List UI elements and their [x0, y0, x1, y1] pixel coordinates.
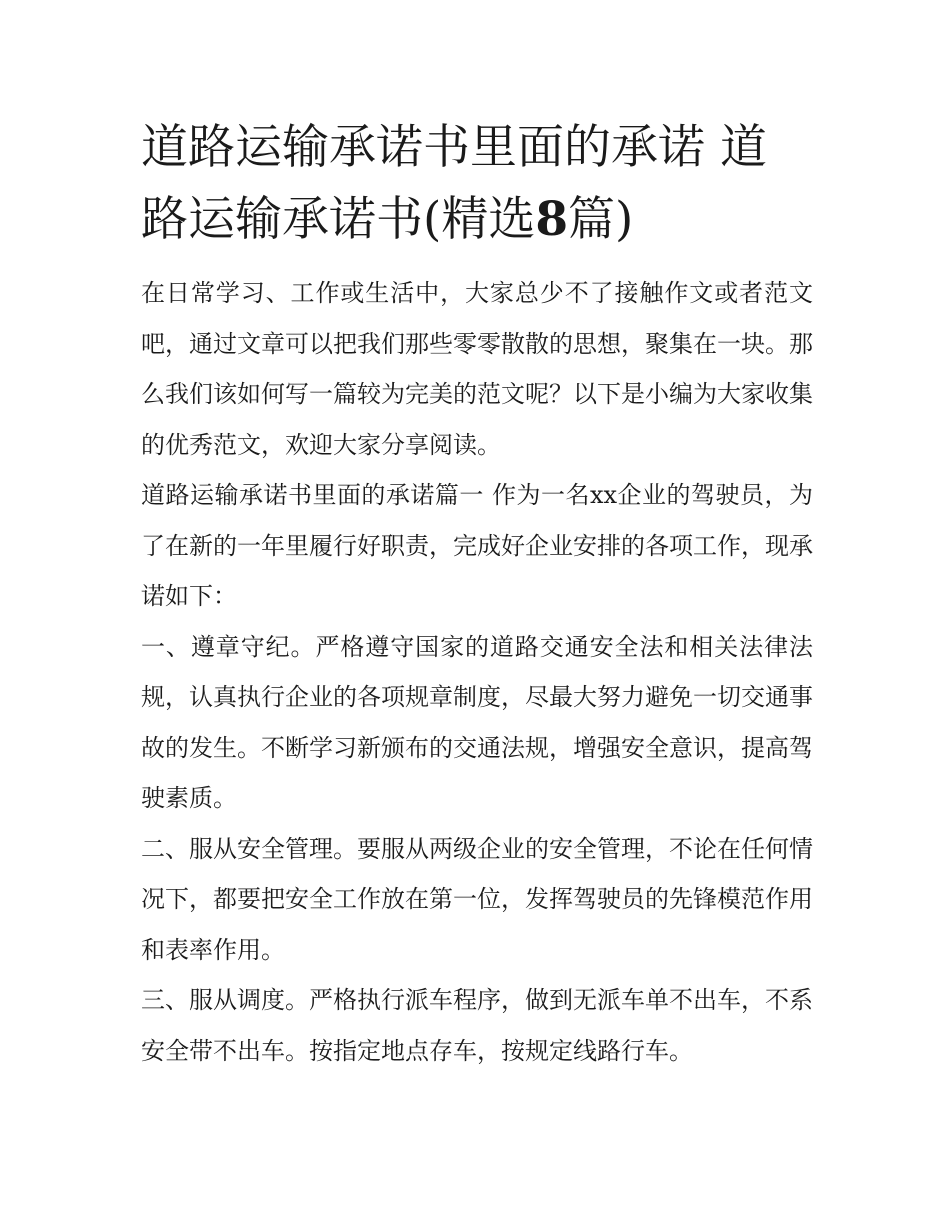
document-page: [141, 112, 813, 1076]
commitment-item-2: 二、服从安全管理。要服从两级企业的安全管理，不论在任何情况下，都要把安全工作放在第一位，发挥驾驶员的先锋模范作用和表率作用。: [141, 834, 813, 964]
title-suffix: 篇): [568, 192, 634, 247]
commitment-opening-paragraph: 道路运输承诺书里面的承诺篇一 作为一名xx企业的驾驶员，为了在新的一年里履行好职责，完成好企业安排的各项工作，现承诺如下：: [141, 481, 813, 610]
intro-paragraph: 在日常学习、工作或生活中，大家总少不了接触作文或者范文吧，通过文章可以把我们那些零零散散的思想，聚集在一块。那么我们该如何写一篇较为完美的范文呢？以下是小编为大家收集的优秀范文，欢迎大家分享阅读。: [141, 279, 813, 459]
title-number: 8: [535, 192, 569, 247]
document-title: [141, 112, 813, 256]
title-text: 道路运输承诺书里面的承诺 道路运输承诺书(精选: [141, 120, 767, 247]
commitment-item-3: 三、服从调度。严格执行派车程序，做到无派车单不出车，不系安全带不出车。按指定地点存车，按规定线路行车。: [141, 986, 813, 1065]
commitment-item-1: 一、遵章守纪。严格遵守国家的道路交通安全法和相关法律法规，认真执行企业的各项规章制度，尽最大努力避免一切交通事故的发生。不断学习新颁布的交通法规，增强安全意识，提高驾驶素质。: [141, 632, 813, 812]
